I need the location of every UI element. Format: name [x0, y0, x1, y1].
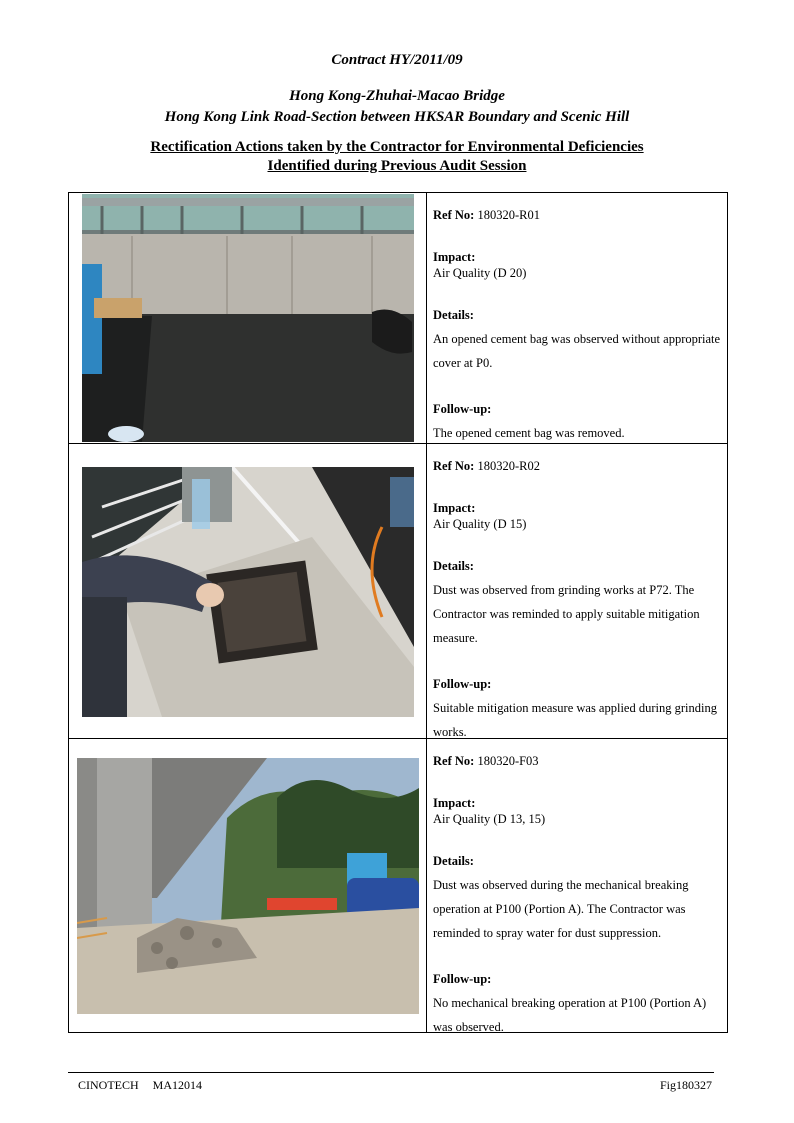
record-photo-cell [69, 193, 427, 443]
impact-value: Air Quality (D 20) [433, 266, 527, 280]
followup-value: The opened cement bag was removed. [433, 426, 625, 440]
site-photo-cement-bag [82, 194, 414, 442]
impact-label: Impact: [433, 250, 476, 264]
footer-figure-ref: Fig180327 [659, 1078, 712, 1092]
record-row [69, 738, 727, 1032]
followup-label: Follow-up: [433, 677, 492, 691]
impact-label: Impact: [433, 501, 476, 515]
details-label: Details: [433, 854, 474, 868]
followup-value: Suitable mitigation measure was applied during grinding works. [433, 701, 717, 739]
record-text-cell [427, 444, 727, 738]
footer-divider [68, 1072, 714, 1073]
footer-left [78, 1078, 216, 1093]
ref-value: 180320-R01 [477, 208, 540, 222]
document-title-line1: Rectification Actions taken by the Contractor for Environmental Deficiencies [150, 139, 644, 155]
ref-line [433, 749, 721, 773]
record-text-cell [427, 739, 727, 1032]
project-title-line1: Hong Kong-Zhuhai-Macao Bridge [289, 88, 505, 104]
ref-line [433, 203, 721, 227]
ref-value: 180320-R02 [477, 459, 540, 473]
impact-label: Impact: [433, 796, 476, 810]
footer-company: CINOTECH [78, 1078, 139, 1092]
ref-label: Ref No: [433, 208, 475, 222]
project-title-line2: Hong Kong Link Road-Section between HKSAR Boundary and Scenic Hill [164, 109, 630, 125]
details-value: An opened cement bag was observed without appropriate cover at P0. [433, 332, 721, 370]
document-title-line2: Identified during Previous Audit Session [267, 158, 527, 174]
ref-label: Ref No: [433, 754, 475, 768]
followup-value: No mechanical breaking operation at P100 (Portion A) was observed. [433, 996, 707, 1034]
details-value: Dust was observed during the mechanical breaking operation at P100 (Portion A). The Contractor was reminded to spray water for dust suppression. [433, 878, 689, 940]
record-photo-cell [69, 739, 427, 1032]
ref-value: 180320-F03 [477, 754, 539, 768]
details-label: Details: [433, 308, 474, 322]
site-photo-breaking-operation [77, 758, 419, 1014]
ref-label: Ref No: [433, 459, 475, 473]
impact-value: Air Quality (D 15) [433, 517, 527, 531]
record-text-cell [427, 193, 727, 443]
document-title [0, 138, 794, 176]
details-label: Details: [433, 559, 474, 573]
contract-number: Contract HY/2011/09 [331, 52, 463, 68]
ref-line [433, 454, 721, 478]
record-row [69, 443, 727, 738]
site-photo-grinding-works [82, 467, 414, 717]
record-row [69, 193, 727, 443]
impact-value: Air Quality (D 13, 15) [433, 812, 546, 826]
details-value: Dust was observed from grinding works at P72. The Contractor was reminded to apply suitable mitigation measure. [433, 583, 700, 645]
followup-label: Follow-up: [433, 402, 492, 416]
record-photo-cell [69, 444, 427, 738]
footer-doc-code: MA12014 [152, 1078, 203, 1092]
followup-label: Follow-up: [433, 972, 492, 986]
rectification-table [68, 192, 728, 1033]
project-title [0, 86, 794, 128]
